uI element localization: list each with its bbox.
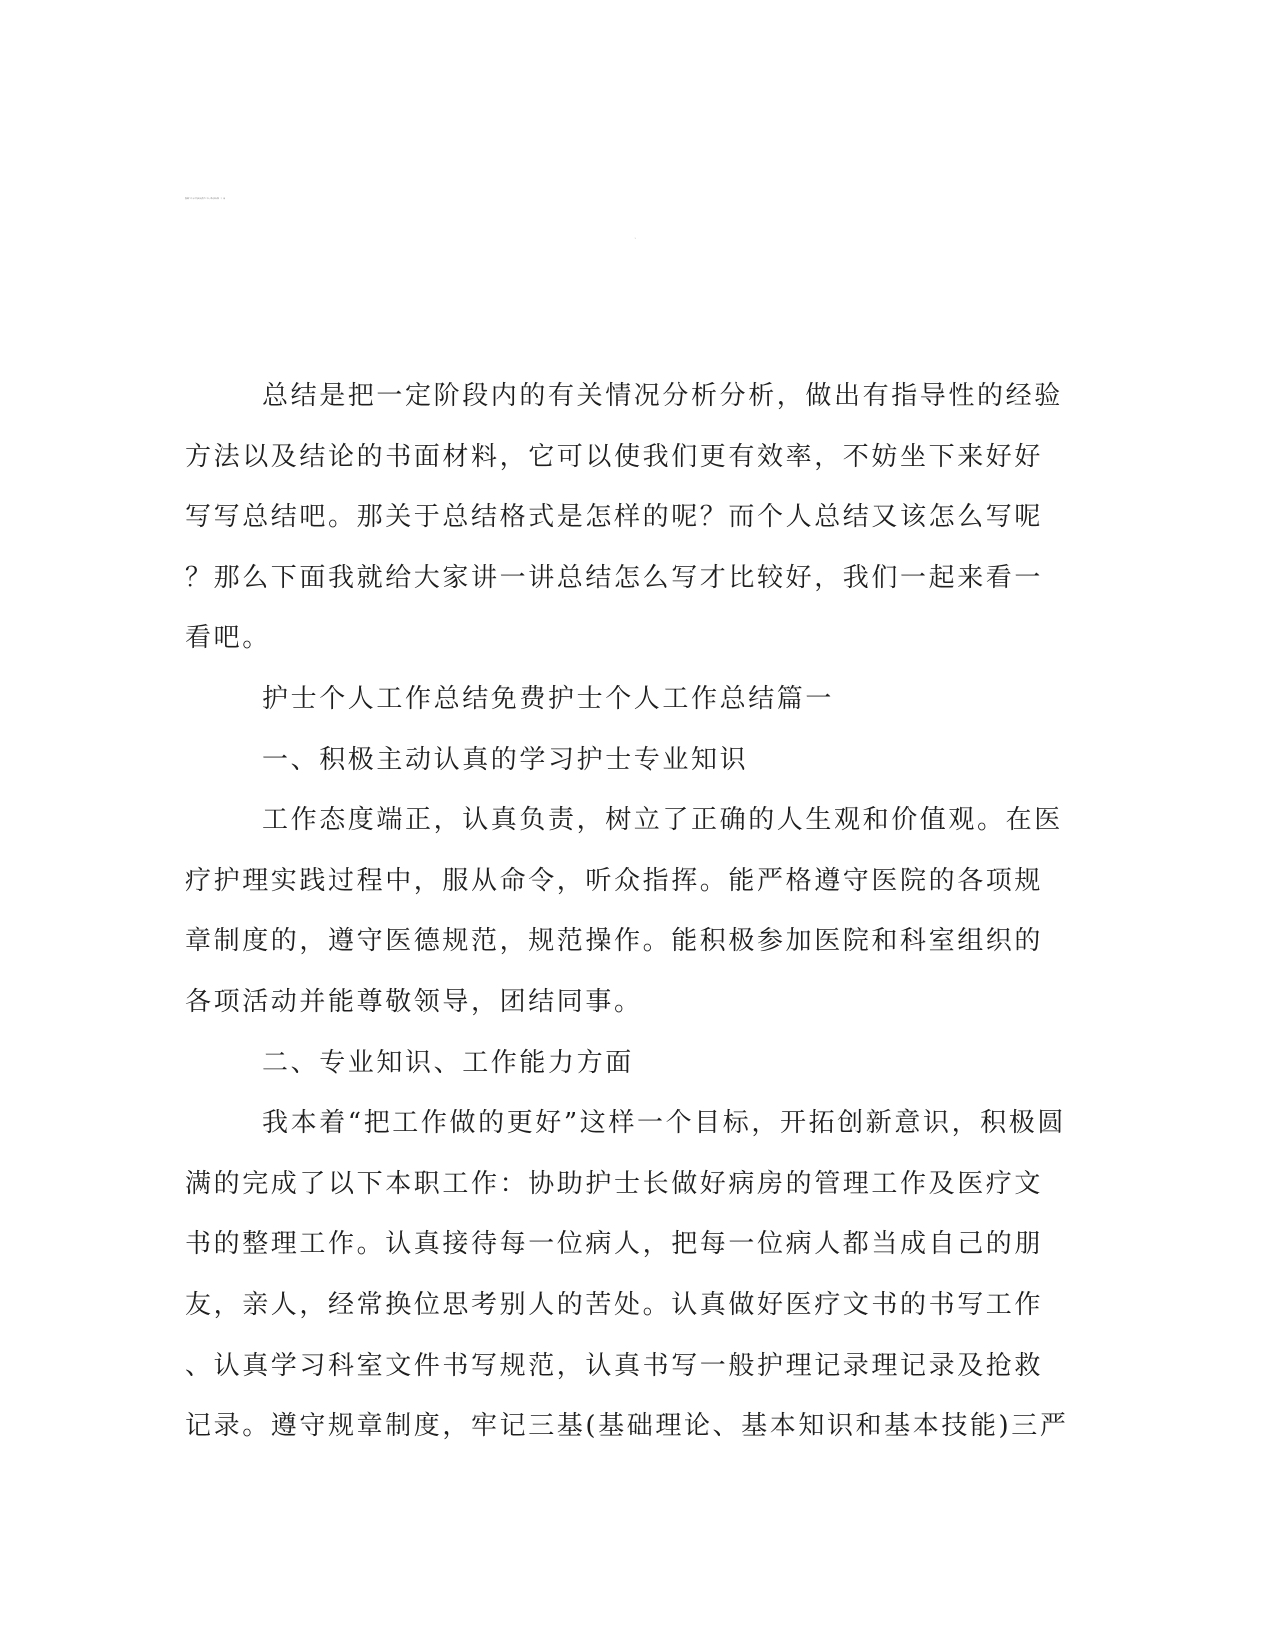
title-line: 最新护士个人工作总结免费 护士个人工作总结疫情(二十一篇 bbox=[185, 199, 226, 200]
paragraph-line: 我本着“把工作做的更好”这样一个目标，开拓创新意识，积极圆 bbox=[262, 1108, 1066, 1139]
paragraph-line: 友，亲人，经常换位思考别人的苦处。认真做好医疗文书的书写工作 bbox=[185, 1289, 1044, 1320]
paragraph-line: 工作态度端正，认真负责，树立了正确的人生观和价值观。在医 bbox=[262, 805, 1063, 836]
paragraph-line: 疗护理实践过程中，服从命令，听众指挥。能严格遵守医院的各项规 bbox=[185, 865, 1044, 896]
document-body bbox=[185, 366, 1075, 1457]
paragraph-line: 写写总结吧。那关于总结格式是怎样的呢？而个人总结又该怎么写呢 bbox=[185, 502, 1044, 533]
section-heading-line: 二、专业知识、工作能力方面 bbox=[262, 1047, 634, 1078]
section-heading-line: 护士个人工作总结免费护士个人工作总结篇一 bbox=[262, 683, 835, 714]
paragraph-line: 书的整理工作。认真接待每一位病人，把每一位病人都当成自己的朋 bbox=[185, 1229, 1044, 1260]
paragraph-line: 各项活动并能尊敬领导，团结同事。 bbox=[185, 986, 643, 1017]
paragraph-line: 看吧。 bbox=[185, 623, 271, 654]
paragraph-line: 方法以及结论的书面材料，它可以使我们更有效率，不妨坐下来好好 bbox=[185, 441, 1044, 472]
paragraph-line: 章制度的，遵守医德规范，规范操作。能积极参加医院和科室组织的 bbox=[185, 926, 1044, 957]
document-title bbox=[185, 180, 1085, 260]
paragraph-line: 记录。遵守规章制度，牢记三基(基础理论、基本知识和基本技能)三严 bbox=[185, 1411, 1069, 1442]
section-heading-line: 一、积极主动认真的学习护士专业知识 bbox=[262, 744, 749, 775]
title-line: ) bbox=[634, 239, 636, 240]
paragraph-line: 、认真学习科室文件书写规范，认真书写一般护理记录理记录及抢救 bbox=[185, 1350, 1044, 1381]
paragraph-line: ？那么下面我就给大家讲一讲总结怎么写才比较好，我们一起来看一 bbox=[185, 562, 1044, 593]
paragraph-line: 满的完成了以下本职工作：协助护士长做好病房的管理工作及医疗文 bbox=[185, 1168, 1044, 1199]
paragraph-line: 总结是把一定阶段内的有关情况分析分析，做出有指导性的经验 bbox=[262, 381, 1063, 411]
